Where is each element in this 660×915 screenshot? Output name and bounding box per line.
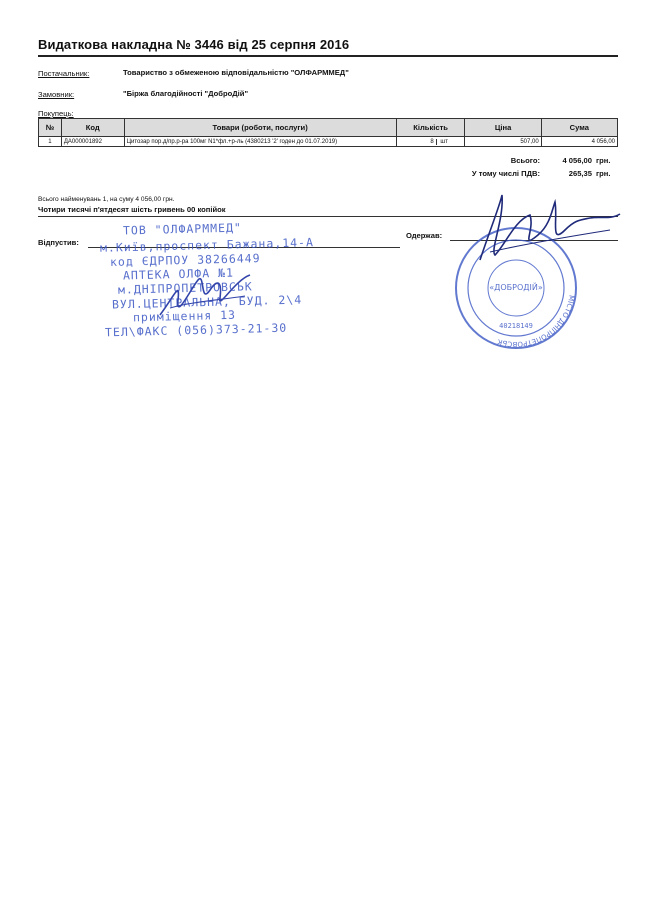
- vat-currency: грн.: [596, 169, 611, 178]
- col-no: №: [39, 119, 62, 137]
- round-stamp-center: «ДОБРОДІЙ»: [489, 283, 543, 292]
- stamp-line-5: м.ДНІПРОПЕТРОВСЬК: [117, 279, 253, 297]
- total-label: Всього:: [510, 156, 540, 165]
- col-sum: Сума: [541, 119, 617, 137]
- customer-label: Замовник:: [38, 90, 75, 99]
- row-no: 1: [39, 137, 62, 147]
- row-code: ДА000001892: [61, 137, 124, 147]
- stamp-line-6: ВУЛ.ЦЕНТРАЛЬНА, БУД. 2\4: [111, 292, 303, 312]
- signature-right: [460, 190, 630, 280]
- vat-label: У тому числі ПДВ:: [471, 169, 540, 178]
- stamp-line-3: код ЄДРПОУ 38266449: [109, 251, 261, 269]
- buyer-label: Покупець:: [38, 109, 74, 118]
- round-stamp-code: 40218149: [499, 322, 533, 330]
- col-code: Код: [61, 119, 124, 137]
- vat-value: 265,35: [568, 169, 592, 178]
- supplier-value: Товариство з обмеженою відповідальністю "ОЛФАРММЕД": [123, 68, 349, 77]
- items-table: [38, 118, 618, 147]
- round-stamp-ring-text: МІСТО ДНІПРОПЕТРОВСЬК: [496, 294, 576, 349]
- table-header-row: [39, 119, 618, 137]
- title-rule: [38, 55, 618, 57]
- row-unit: шт: [440, 138, 448, 145]
- stamp-line-1: ТОВ "ОЛФАРММЕД": [122, 220, 243, 238]
- amount-in-words: Чотири тисячі п'ятдесят шість гривень 00 копійок: [38, 205, 226, 214]
- col-qty: Кількість: [396, 119, 465, 137]
- stamp-line-2: м.Київ,проспект Бажана,14-А: [99, 235, 315, 255]
- stamp-line-8: ТЕЛ\ФАКС (056)373-21-30: [104, 320, 288, 340]
- row-qty-cell: [396, 137, 465, 147]
- row-name: Цитозар пор.д/пр.р-ра 100мг N1*фл.+р-ль (4380213 '2' годен до 01.07.2019): [124, 137, 396, 147]
- row-price: 507,00: [465, 137, 541, 147]
- customer-value: "Біржа благодійності "ДоброДій": [123, 89, 249, 98]
- released-label: Відпустив:: [38, 238, 79, 247]
- stamp-line-4: АПТЕКА ОЛФА №1: [122, 265, 235, 283]
- col-price: Ціна: [465, 119, 541, 137]
- col-name: Товари (роботи, послуги): [124, 119, 396, 137]
- stamp-line-7: приміщення 13: [132, 307, 237, 325]
- page-title: Видаткова накладна № 3446 від 25 серпня 2016: [38, 37, 350, 52]
- total-value: 4 056,00: [562, 156, 592, 165]
- received-label: Одержав:: [406, 231, 443, 240]
- items-count-line: Всього найменувань 1, на суму 4 056,00 грн.: [38, 196, 175, 203]
- row-qty: 8: [397, 139, 437, 145]
- signature-left: [150, 260, 260, 330]
- row-sum: 4 056,00: [541, 137, 617, 147]
- supplier-label: Постачальник:: [38, 69, 90, 78]
- total-currency: грн.: [596, 156, 611, 165]
- table-row: [39, 137, 618, 147]
